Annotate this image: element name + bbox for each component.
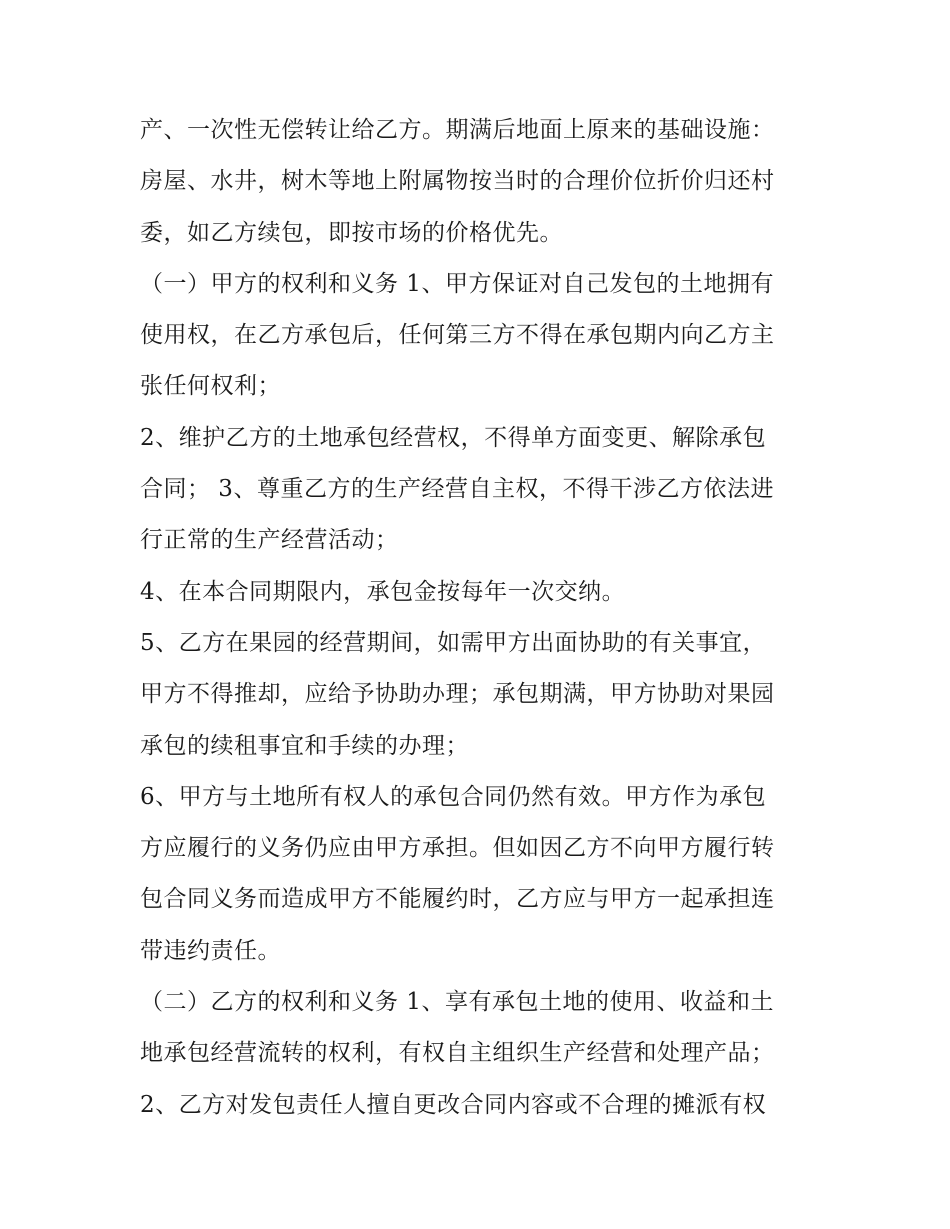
text-line: 甲方不得推却，应给予协助办理；承包期满，甲方协助对果园 <box>140 681 775 708</box>
text-line: 地承包经营流转的权利，有权自主组织生产经营和处理产品； <box>140 1040 775 1067</box>
text-line: 产、一次性无偿转让给乙方。期满后地面上原来的基础设施： <box>140 117 775 143</box>
text-line: 合同； 3、尊重乙方的生产经营自主权，不得干涉乙方依法进 <box>140 476 774 503</box>
text-line: 使用权，在乙方承包后，任何第三方不得在承包期内向乙方主 <box>140 322 775 349</box>
text-line: 5、乙方在果园的经营期间，如需甲方出面协助的有关事宜， <box>140 629 767 656</box>
text-line: （一）甲方的权利和义务 1、甲方保证对自己发包的土地拥有 <box>140 270 774 297</box>
text-line: 行正常的生产经营活动； <box>140 527 399 554</box>
text-line: 2、维护乙方的土地承包经营权，不得单方面变更、解除承包 <box>140 424 767 451</box>
text-line: 6、甲方与土地所有权人的承包合同仍然有效。甲方作为承包 <box>140 783 767 810</box>
text-line: 方应履行的义务仍应由甲方承担。但如因乙方不向甲方履行转 <box>140 835 775 862</box>
document-body <box>140 105 820 1131</box>
text-line: 张任何权利； <box>140 373 281 400</box>
text-line: 委，如乙方续包，即按市场的价格优先。 <box>140 219 563 246</box>
text-line: 承包的续租事宜和手续的办理； <box>140 732 469 759</box>
text-line: 4、在本合同期限内，承包金按每年一次交纳。 <box>140 578 626 605</box>
text-line: （二）乙方的权利和义务 1、享有承包土地的使用、收益和土 <box>140 989 774 1016</box>
text-line: 包合同义务而造成甲方不能履约时，乙方应与甲方一起承担连 <box>140 886 775 913</box>
text-line: 2、乙方对发包责任人擅自更改合同内容或不合理的摊派有权 <box>140 1091 767 1118</box>
text-line: 带违约责任。 <box>140 937 281 964</box>
text-line: 房屋、水井，树木等地上附属物按当时的合理价位折价归还村 <box>140 168 775 195</box>
